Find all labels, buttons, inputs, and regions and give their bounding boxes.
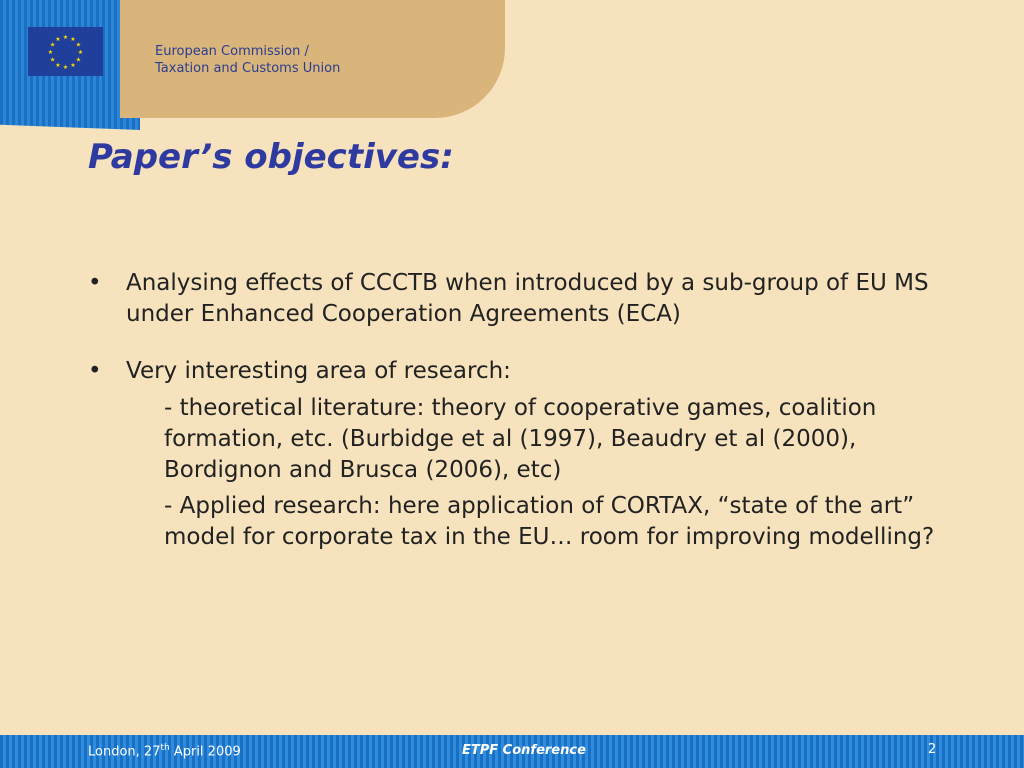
eu-flag-icon (28, 27, 103, 76)
flag-star: ★ (55, 61, 61, 69)
footer-ordinal: th (160, 743, 170, 753)
flag-star: ★ (49, 56, 56, 64)
flag-star: ★ (62, 64, 69, 71)
footer-date-rest: April 2009 (169, 744, 241, 760)
flag-star: ★ (70, 61, 76, 69)
flag-star: ★ (47, 49, 54, 56)
flag-star: ★ (77, 49, 84, 56)
bullet-item (88, 268, 968, 330)
flag-star: ★ (49, 41, 56, 49)
sub-item: - theoretical literature: theory of cooperative games, coalition formation, etc. (Burbidge et al (1997), Beaudry et al (2000), Bordignon and Brusca (2006), etc) (164, 395, 877, 483)
organization-name (155, 43, 340, 77)
sub-list (126, 393, 968, 553)
bullet-marker: • (88, 270, 102, 296)
footer-date (88, 743, 241, 759)
slide-body (88, 268, 968, 579)
bullet-text: Very interesting area of research: (126, 358, 511, 384)
bullet-text: Analysing effects of CCCTB when introduced by a sub-group of EU MS under Enhanced Cooperation Agreements (ECA) (126, 270, 929, 327)
footer-event: ETPF Conference (462, 743, 586, 758)
bullet-item (88, 356, 968, 553)
org-line-1: European Commission / (155, 44, 309, 59)
flag-star: ★ (70, 36, 76, 44)
sub-item: - Applied research: here application of CORTAX, “state of the art” model for corporate tax in the EU… room for improving modelling? (164, 493, 935, 550)
flag-star: ★ (62, 34, 69, 41)
page-number: 2 (928, 742, 937, 757)
bullet-marker: • (88, 358, 102, 384)
slide-title: Paper’s objectives: (88, 137, 454, 177)
footer-bar (0, 735, 1024, 768)
org-line-2: Taxation and Customs Union (155, 61, 341, 76)
flag-star: ★ (55, 36, 61, 44)
flag-star: ★ (75, 41, 82, 49)
flag-star: ★ (75, 56, 82, 64)
footer-location: London, 27 (88, 744, 161, 760)
